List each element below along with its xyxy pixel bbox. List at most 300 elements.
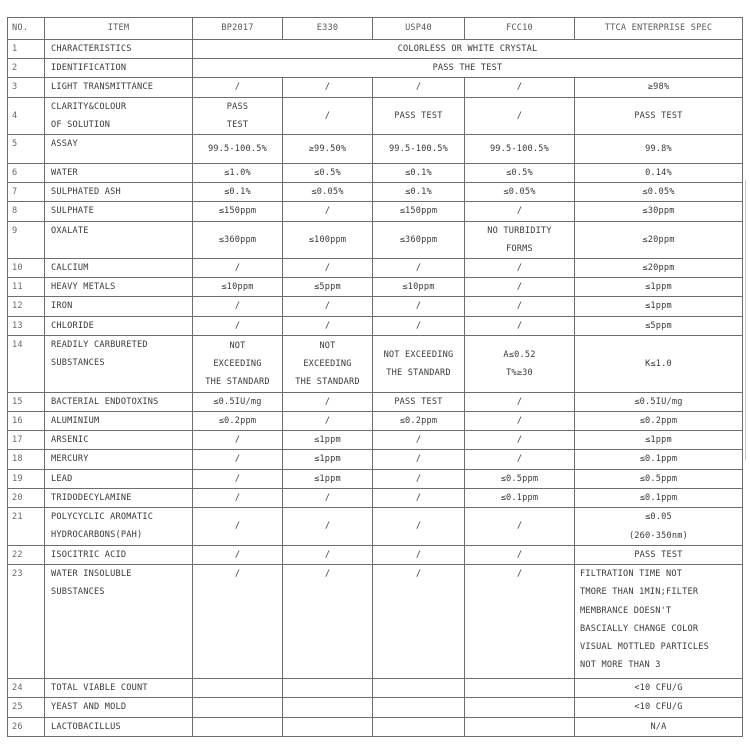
header-row <box>8 18 743 40</box>
cell-line: VISUAL MOTTLED PARTICLES <box>580 642 709 653</box>
cell-usp <box>373 164 465 183</box>
cell-line: PASS TEST <box>634 110 683 121</box>
cell-line: / <box>516 454 523 465</box>
cell-line: IDENTIFICATION <box>51 63 127 74</box>
row-item-name <box>45 508 193 546</box>
cell-line: THE STANDARD <box>386 367 451 378</box>
cell-fcc <box>465 431 575 450</box>
row-item-name <box>45 40 193 59</box>
table-row <box>8 698 743 717</box>
cell-line: / <box>415 301 422 312</box>
cell-fcc <box>465 259 575 278</box>
cell-line: / <box>516 550 523 561</box>
cell-line: SULPHATE <box>51 206 94 217</box>
cell-usp <box>373 469 465 488</box>
cell-line: / <box>324 416 331 427</box>
cell-usp <box>373 565 465 679</box>
table-row <box>8 546 743 565</box>
cell-bp <box>193 78 283 97</box>
cell-line: ≤0.2ppm <box>399 416 438 427</box>
row-item-name <box>45 316 193 335</box>
cell-fcc <box>465 278 575 297</box>
cell-line: / <box>234 454 241 465</box>
row-number: 11 <box>8 278 45 297</box>
header-bp2017: BP2017 <box>193 18 283 40</box>
cell-line: ≤0.1ppm <box>639 454 678 465</box>
cell-line: LACTOBACILLUS <box>51 721 121 732</box>
cell-fcc <box>465 450 575 469</box>
table-row <box>8 164 743 183</box>
cell-ttca <box>575 392 743 411</box>
cell-line: ≤30ppm <box>642 206 675 217</box>
cell-line: FORMS <box>506 243 533 254</box>
table-row <box>8 183 743 202</box>
cell-usp <box>373 297 465 316</box>
row-number: 6 <box>8 164 45 183</box>
cell-ttca <box>575 508 743 546</box>
cell-line: ≤0.1ppm <box>639 492 678 503</box>
cell-line: NOT EXCEEDING <box>383 349 454 360</box>
table-row <box>8 59 743 78</box>
cell-bp <box>193 297 283 316</box>
cell-fcc <box>465 469 575 488</box>
row-number: 7 <box>8 183 45 202</box>
cell-line: / <box>415 521 422 532</box>
cell-line: TMORE THAN 1MIN;FILTER <box>580 587 699 598</box>
cell-line: CHLORIDE <box>51 320 94 331</box>
row-number: 21 <box>8 508 45 546</box>
table-row <box>8 450 743 469</box>
row-item-name <box>45 698 193 717</box>
cell-line: ≤0.5ppm <box>639 473 678 484</box>
cell-fcc <box>465 488 575 507</box>
cell-line: / <box>324 82 331 93</box>
cell-line: / <box>516 206 523 217</box>
row-number: 1 <box>8 40 45 59</box>
cell-line: / <box>234 521 241 532</box>
cell-line: ≤0.05 <box>645 512 672 523</box>
cell-fcc <box>465 546 575 565</box>
cell-usp <box>373 431 465 450</box>
row-number: 2 <box>8 59 45 78</box>
cell-line: BACTERIAL ENDOTOXINS <box>51 396 159 407</box>
cell-usp <box>373 717 465 736</box>
cell-ttca <box>575 679 743 698</box>
cell-fcc <box>465 221 575 258</box>
cell-line: (260-350nm) <box>628 530 689 541</box>
cell-e <box>283 565 373 679</box>
cell-e <box>283 183 373 202</box>
cell-line: MERCURY <box>51 454 89 465</box>
cell-line: ≤0.1% <box>405 187 432 198</box>
cell-line: / <box>324 492 331 503</box>
cell-bp <box>193 508 283 546</box>
cell-line: POLYCYCLIC AROMATIC <box>51 512 154 523</box>
cell-line: K≤1.0 <box>645 358 672 369</box>
cell-bp <box>193 450 283 469</box>
cell-usp <box>373 202 465 221</box>
cell-line: / <box>324 263 331 274</box>
cell-e <box>283 135 373 164</box>
cell-line: SUBSTANCES <box>51 587 105 598</box>
cell-line: PASS TEST <box>394 110 443 121</box>
cell-bp <box>193 565 283 679</box>
cell-line: ≤1ppm <box>314 473 341 484</box>
row-item-name <box>45 278 193 297</box>
row-number: 17 <box>8 431 45 450</box>
cell-line: ≤0.5IU/mg <box>213 396 262 407</box>
row-number: 15 <box>8 392 45 411</box>
cell-line: LEAD <box>51 473 73 484</box>
row-item-name <box>45 412 193 431</box>
cell-e <box>283 316 373 335</box>
cell-line: SULPHATED ASH <box>51 187 121 198</box>
table-row <box>8 488 743 507</box>
cell-line: ≤20ppm <box>642 234 675 245</box>
cell-line: CHARACTERISTICS <box>51 44 132 54</box>
cell-line: ≤150ppm <box>399 206 438 217</box>
cell-line: ≤5ppm <box>314 282 341 293</box>
cell-line: HYDROCARBONS(PAH) <box>51 530 143 541</box>
cell-ttca <box>575 135 743 164</box>
cell-fcc <box>465 164 575 183</box>
row-number: 20 <box>8 488 45 507</box>
cell-ttca <box>575 717 743 736</box>
table-row <box>8 259 743 278</box>
row-number: 5 <box>8 135 45 164</box>
cell-line: ≤0.2ppm <box>218 416 257 427</box>
cell-e <box>283 450 373 469</box>
cell-line: ≤360ppm <box>218 234 257 245</box>
cell-line: / <box>516 82 523 93</box>
row-item-name <box>45 335 193 392</box>
cell-line: / <box>516 435 523 446</box>
cell-ttca <box>575 546 743 565</box>
cell-line: OF SOLUTION <box>51 119 111 130</box>
cell-e <box>283 431 373 450</box>
spec-table <box>7 17 743 737</box>
row-item-name <box>45 392 193 411</box>
cell-fcc <box>465 316 575 335</box>
table-row <box>8 392 743 411</box>
table-row <box>8 565 743 679</box>
cell-ttca <box>575 278 743 297</box>
row-number: 14 <box>8 335 45 392</box>
cell-usp <box>373 221 465 258</box>
row-item-name <box>45 97 193 134</box>
cell-usp <box>373 78 465 97</box>
cell-bp <box>193 221 283 258</box>
cell-ttca <box>575 316 743 335</box>
cell-line: 99.8% <box>645 143 672 154</box>
cell-line: WATER INSOLUBLE <box>51 569 132 580</box>
cell-line: / <box>516 521 523 532</box>
cell-bp <box>193 431 283 450</box>
row-number: 22 <box>8 546 45 565</box>
cell-e <box>283 679 373 698</box>
cell-line: / <box>324 206 331 217</box>
cell-ttca <box>575 221 743 258</box>
row-number: 19 <box>8 469 45 488</box>
cell-line: READILY CARBURETED <box>51 339 148 350</box>
cell-e <box>283 97 373 134</box>
merged-spec-cell: COLORLESS OR WHITE CRYSTAL <box>193 40 743 59</box>
cell-line: ≤0.5ppm <box>500 473 539 484</box>
cell-e <box>283 221 373 258</box>
cell-line: / <box>234 492 241 503</box>
cell-ttca <box>575 183 743 202</box>
cell-line: ≤0.5IU/mg <box>634 396 683 407</box>
cell-usp <box>373 546 465 565</box>
cell-line: / <box>415 435 422 446</box>
row-item-name <box>45 78 193 97</box>
cell-line: ALUMINIUM <box>51 416 100 427</box>
cell-ttca <box>575 164 743 183</box>
cell-line: ISOCITRIC ACID <box>51 550 127 561</box>
cell-bp <box>193 679 283 698</box>
cell-usp <box>373 450 465 469</box>
cell-line: ≤1ppm <box>314 435 341 446</box>
cell-ttca <box>575 431 743 450</box>
cell-line: YEAST AND MOLD <box>51 702 127 713</box>
cell-ttca <box>575 259 743 278</box>
cell-line: ≤0.05% <box>642 187 675 198</box>
row-number: 9 <box>8 221 45 258</box>
row-item-name <box>45 431 193 450</box>
cell-line: / <box>324 110 331 121</box>
cell-line: ≤1ppm <box>645 435 672 446</box>
cell-line: ≤0.5% <box>506 168 533 179</box>
cell-ttca <box>575 488 743 507</box>
cell-bp <box>193 392 283 411</box>
cell-ttca <box>575 412 743 431</box>
cell-e <box>283 78 373 97</box>
row-item-name <box>45 679 193 698</box>
cell-line: / <box>324 301 331 312</box>
table-row <box>8 508 743 546</box>
cell-line: / <box>324 550 331 561</box>
cell-e <box>283 392 373 411</box>
header-fcc10: FCC10 <box>465 18 575 40</box>
cell-line: ≤360ppm <box>399 234 438 245</box>
cell-line: 0.14% <box>645 168 672 179</box>
row-number: 4 <box>8 97 45 134</box>
cell-line: 99.5-100.5% <box>388 143 449 154</box>
cell-usp <box>373 698 465 717</box>
cell-line: ≤0.05% <box>311 187 344 198</box>
cell-e <box>283 412 373 431</box>
cell-line: PASS TEST <box>634 550 683 561</box>
cell-ttca <box>575 202 743 221</box>
cell-fcc <box>465 297 575 316</box>
cell-bp <box>193 335 283 392</box>
cell-e <box>283 278 373 297</box>
cell-bp <box>193 698 283 717</box>
cell-line: / <box>234 550 241 561</box>
cell-e <box>283 297 373 316</box>
cell-line: NOT MORE THAN 3 <box>580 660 661 671</box>
cell-line: ≤0.1% <box>405 168 432 179</box>
table-row <box>8 335 743 392</box>
cell-line: N/A <box>650 721 667 732</box>
cell-usp <box>373 392 465 411</box>
cell-e <box>283 469 373 488</box>
cell-ttca <box>575 335 743 392</box>
row-item-name <box>45 717 193 736</box>
cell-line: / <box>234 301 241 312</box>
table-row <box>8 135 743 164</box>
cell-line: NOT <box>229 340 246 351</box>
cell-usp <box>373 316 465 335</box>
cell-line: A≤0.52 <box>503 349 536 360</box>
cell-bp <box>193 97 283 134</box>
cell-line: ≤0.2ppm <box>639 416 678 427</box>
cell-ttca <box>575 297 743 316</box>
cell-bp <box>193 278 283 297</box>
cell-line: ≤20ppm <box>642 263 675 274</box>
row-item-name <box>45 565 193 679</box>
cell-line: ≤1ppm <box>645 282 672 293</box>
cell-usp <box>373 135 465 164</box>
cell-line: TEST <box>226 119 249 130</box>
cell-fcc <box>465 679 575 698</box>
cell-line: <10 CFU/G <box>634 702 683 713</box>
cell-bp <box>193 412 283 431</box>
cell-line: ≤1ppm <box>314 454 341 465</box>
table-row <box>8 221 743 258</box>
cell-fcc <box>465 335 575 392</box>
row-number: 25 <box>8 698 45 717</box>
cell-e <box>283 508 373 546</box>
cell-line: / <box>516 396 523 407</box>
cell-line: ≤0.5% <box>314 168 341 179</box>
table-row <box>8 469 743 488</box>
row-number: 3 <box>8 78 45 97</box>
cell-e <box>283 488 373 507</box>
cell-line: / <box>516 282 523 293</box>
row-number: 23 <box>8 565 45 679</box>
cell-line: THE STANDARD <box>205 376 270 387</box>
cell-line: ASSAY <box>51 139 78 150</box>
row-number: 18 <box>8 450 45 469</box>
cell-bp <box>193 717 283 736</box>
cell-line: / <box>516 320 523 331</box>
table-row <box>8 412 743 431</box>
cell-line: ≤0.1ppm <box>500 492 539 503</box>
cell-e <box>283 259 373 278</box>
cell-line: BASCIALLY CHANGE COLOR <box>580 623 699 634</box>
cell-bp <box>193 202 283 221</box>
cell-fcc <box>465 508 575 546</box>
cell-usp <box>373 183 465 202</box>
row-item-name <box>45 202 193 221</box>
cell-line: / <box>234 473 241 484</box>
cell-line: SUBSTANCES <box>51 358 105 369</box>
cell-fcc <box>465 412 575 431</box>
row-number: 8 <box>8 202 45 221</box>
cell-bp <box>193 469 283 488</box>
row-number: 10 <box>8 259 45 278</box>
table-row <box>8 316 743 335</box>
cell-ttca <box>575 97 743 134</box>
cell-line: TOTAL VIABLE COUNT <box>51 683 148 694</box>
row-item-name <box>45 469 193 488</box>
table-row <box>8 431 743 450</box>
cell-line: / <box>234 263 241 274</box>
row-item-name <box>45 135 193 164</box>
cell-line: TRIDODECYLAMINE <box>51 492 132 503</box>
cell-line: / <box>234 320 241 331</box>
cell-line: ≤1ppm <box>645 301 672 312</box>
cell-line: PASS TEST <box>394 396 443 407</box>
cell-line: / <box>516 301 523 312</box>
row-number: 16 <box>8 412 45 431</box>
cell-line: 99.5-100.5% <box>489 143 550 154</box>
cell-usp <box>373 97 465 134</box>
cell-line: / <box>415 320 422 331</box>
cell-line: / <box>415 454 422 465</box>
row-item-name <box>45 59 193 78</box>
cell-line: ≤1.0% <box>224 168 251 179</box>
cell-fcc <box>465 183 575 202</box>
cell-line: / <box>516 263 523 274</box>
cell-line: EXCEEDING <box>303 358 352 369</box>
row-item-name <box>45 164 193 183</box>
table-body <box>8 40 743 737</box>
cell-fcc <box>465 392 575 411</box>
cell-line: / <box>415 492 422 503</box>
cell-line: / <box>516 110 523 121</box>
cell-line: / <box>516 569 523 580</box>
table-row <box>8 297 743 316</box>
header-ttca-spec: TTCA ENTERPRISE SPEC <box>575 18 743 40</box>
cell-line: ≤5ppm <box>645 320 672 331</box>
cell-line: ≤10ppm <box>402 282 435 293</box>
cell-line: / <box>415 473 422 484</box>
cell-e <box>283 546 373 565</box>
cell-line: LIGHT TRANSMITTANCE <box>51 82 154 93</box>
cell-e <box>283 335 373 392</box>
cell-ttca <box>575 565 743 679</box>
cell-usp <box>373 259 465 278</box>
row-item-name <box>45 488 193 507</box>
row-item-name <box>45 297 193 316</box>
cell-line: CALCIUM <box>51 263 89 274</box>
row-item-name <box>45 183 193 202</box>
cell-line: / <box>415 550 422 561</box>
header-usp40: USP40 <box>373 18 465 40</box>
cell-line: THE STANDARD <box>295 376 360 387</box>
table-row <box>8 717 743 736</box>
cell-fcc <box>465 565 575 679</box>
cell-line: / <box>324 320 331 331</box>
cell-usp <box>373 508 465 546</box>
cell-line: PASS <box>226 101 249 112</box>
cell-line: MEMBRANCE DOESN'T <box>580 605 672 616</box>
header-e330: E330 <box>283 18 373 40</box>
cell-bp <box>193 488 283 507</box>
table-row <box>8 278 743 297</box>
table-row <box>8 78 743 97</box>
cell-line: / <box>516 416 523 427</box>
cell-fcc <box>465 78 575 97</box>
cell-line: 99.5-100.5% <box>207 143 268 154</box>
cell-usp <box>373 335 465 392</box>
cell-e <box>283 698 373 717</box>
cell-e <box>283 202 373 221</box>
row-number: 26 <box>8 717 45 736</box>
cell-line: IRON <box>51 301 73 312</box>
